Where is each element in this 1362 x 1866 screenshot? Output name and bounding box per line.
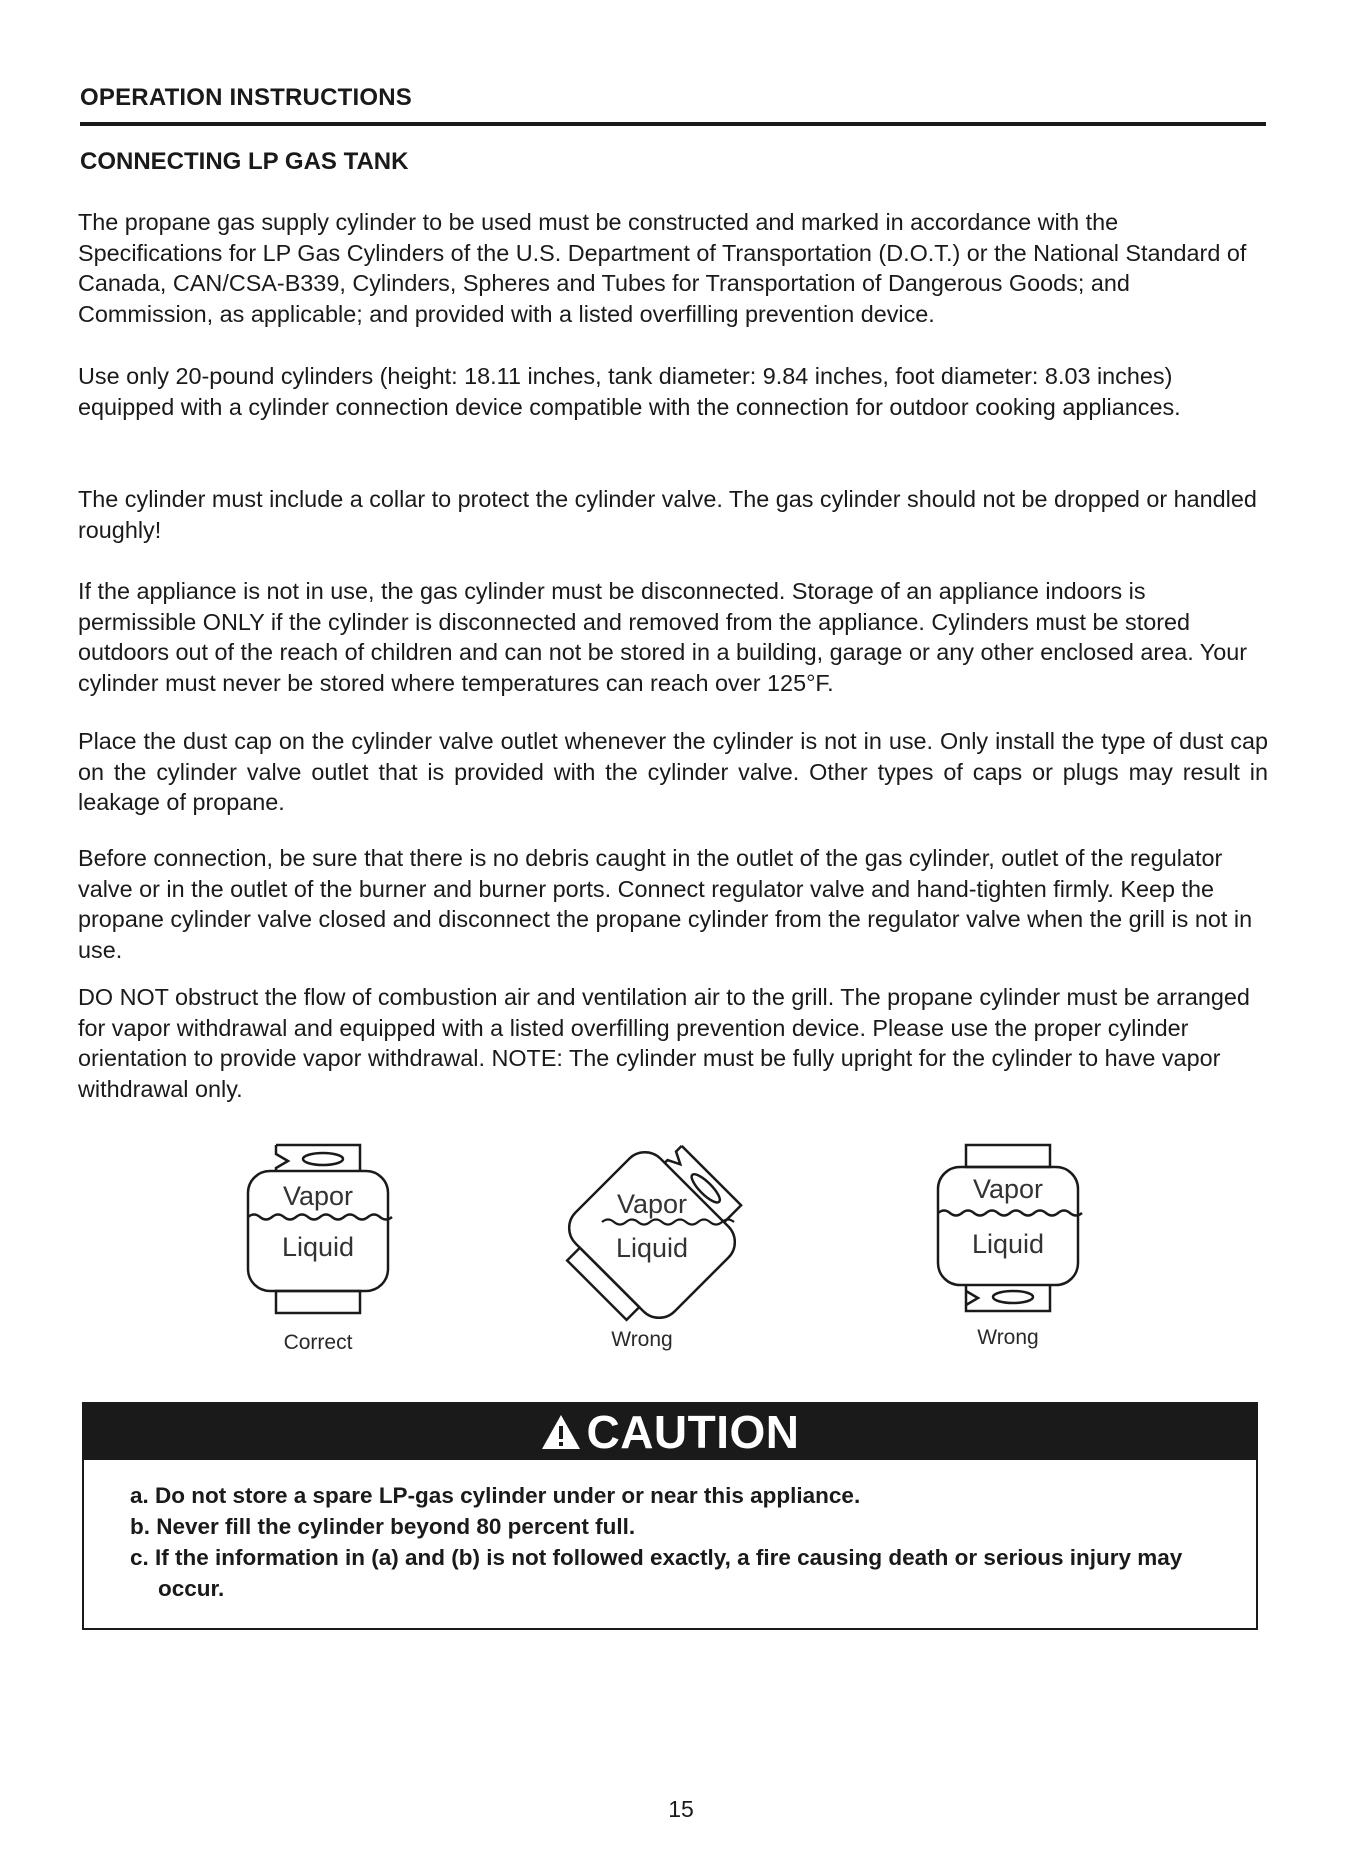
paragraph-cylinder-specs: The propane gas supply cylinder to be used must be constructed and marked in accordance with the Specifications for LP Gas Cylinders of the U.S. Department of Transportation (D.O.T.) or the National Standard of Canada, CAN/CSA-B339, Cylinders, Spheres and Tubes for Transportation of Dangerous Goods; and Commission, as applicable; and provided with a listed overfilling prevention device. [78,209,1247,327]
paragraph-cylinder-size: Use only 20-pound cylinders (height: 18.11 inches, tank diameter: 9.84 inches, foot diameter: 8.03 inches) equipped with a cylinder connection device compatible with the connection for outdoor cooking appliances. [78,363,1181,420]
cylinder-inverted-diagram [928,1135,1088,1325]
paragraph-dust-cap: Place the dust cap on the cylinder valve outlet whenever the cylinder is not in use. Only install the type of dust cap on the cylinder valve outlet that is provided with the cylinder valve. Other types of caps or plugs may result in leakage of propane. [78,728,1268,816]
vapor-label: Vapor [282,1181,354,1211]
vapor-label: Vapor [972,1174,1044,1204]
caution-list [130,1480,1210,1604]
paragraph-vapor-withdrawal: DO NOT obstruct the flow of combustion air and ventilation air to the grill. The propane cylinder must be arranged for vapor withdrawal and equipped with a listed overfilling prevention device. Please use the proper cylinder orientation to provide vapor withdrawal. NOTE: The cylinder must be fully upright for the cylinder to have vapor withdrawal only. [78,984,1250,1102]
caution-item: b. Never fill the cylinder beyond 80 percent full. [130,1514,636,1539]
paragraph-collar: The cylinder must include a collar to protect the cylinder valve. The gas cylinder should not be dropped or handled roughly! [78,486,1257,543]
caution-header [84,1404,1256,1460]
figure-caption-correct: Correct [283,1331,353,1354]
cylinder-orientation-figures [0,1135,1362,1365]
section-title: CONNECTING LP GAS TANK [80,148,409,175]
figure-caption-wrong-tilted: Wrong [611,1328,673,1351]
cylinder-tilted-diagram [560,1135,760,1325]
header-divider [80,122,1266,126]
liquid-label: Liquid [281,1232,355,1262]
vapor-label: Vapor [616,1189,688,1219]
liquid-label: Liquid [971,1229,1045,1259]
paragraph-storage: If the appliance is not in use, the gas cylinder must be disconnected. Storage of an appliance indoors is permissible ONLY if the cylinder is disconnected and removed from the appliance. Cylinders must be stored outdoors out of the reach of children and can not be stored in a building, garage or any other enclosed area. Your cylinder must never be stored where temperatures can reach over 125°F. [78,578,1248,696]
liquid-label: Liquid [615,1233,689,1263]
caution-box [82,1402,1258,1630]
page-number: 15 [668,1796,694,1822]
paragraph-before-connection: Before connection, be sure that there is no debris caught in the outlet of the gas cylinder, outlet of the regulator valve or in the outlet of the burner and burner ports. Connect regulator valve and hand-tighten firmly. Keep the propane cylinder valve closed and disconnect the propane cylinder from the regulator valve when the grill is not in use. [78,845,1253,963]
caution-title: CAUTION [586,1406,800,1458]
cylinder-upright-diagram [238,1135,398,1325]
figure-caption-wrong-inverted: Wrong [977,1326,1039,1349]
section-header: OPERATION INSTRUCTIONS [80,84,412,111]
caution-item: c. If the information in (a) and (b) is not followed exactly, a fire causing death or serious injury may occur. [130,1545,1183,1601]
warning-triangle-icon [540,1413,582,1451]
caution-item: a. Do not store a spare LP-gas cylinder under or near this appliance. [130,1483,861,1508]
